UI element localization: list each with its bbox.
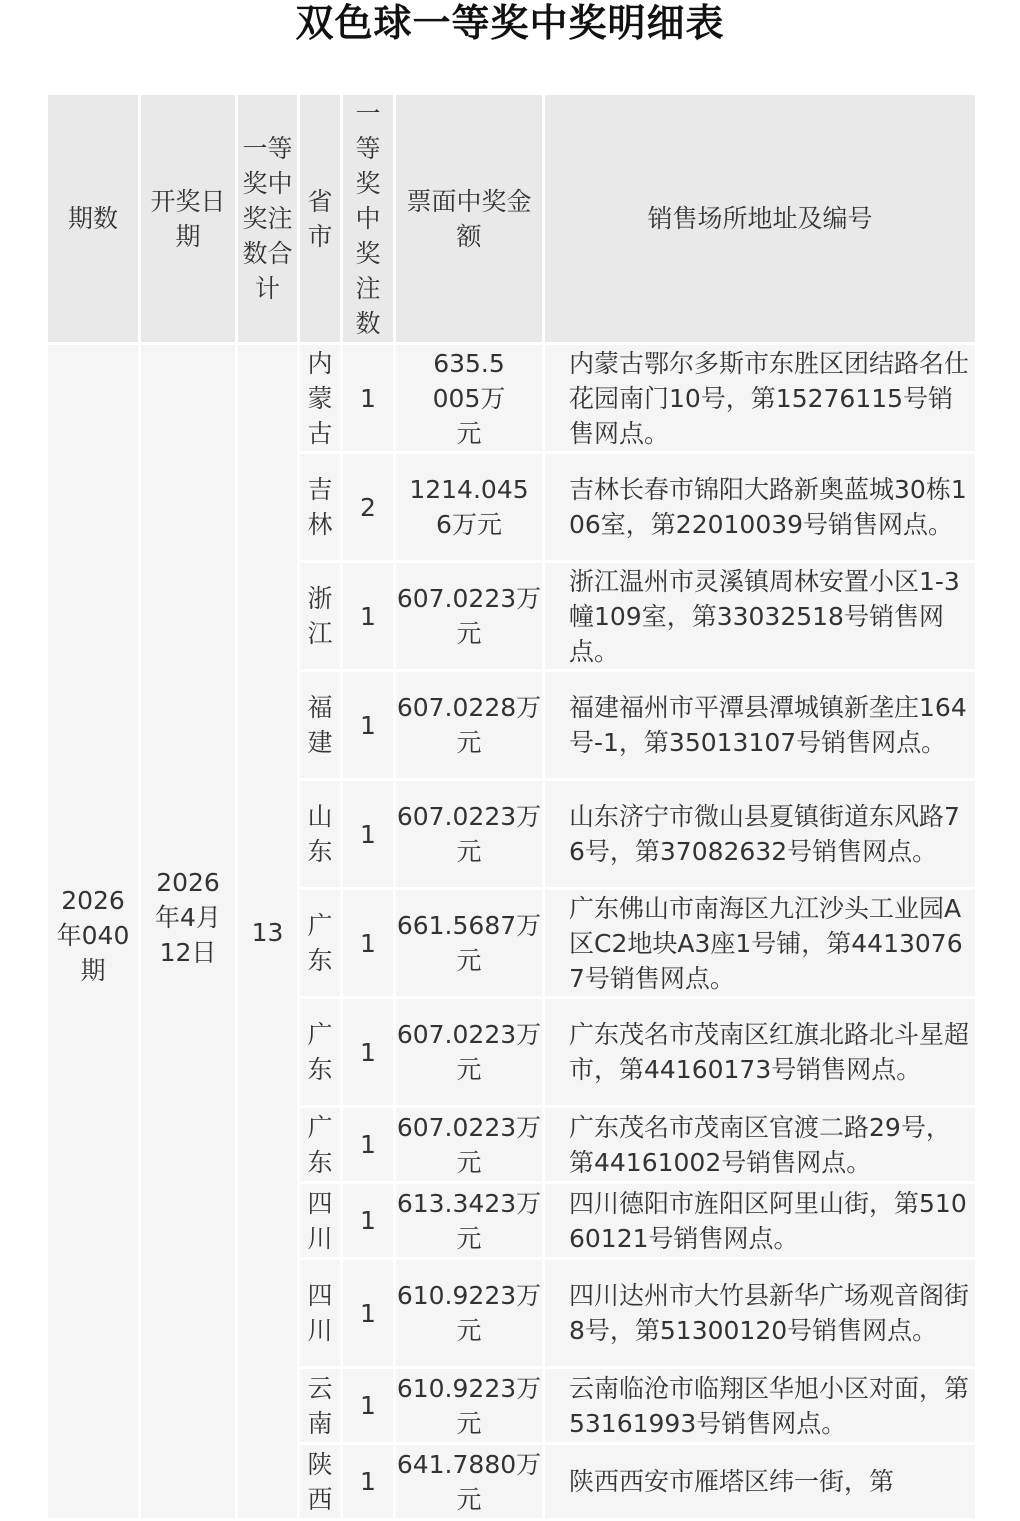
row-amount: 661.5687万元 xyxy=(395,889,544,998)
row-count: 1 xyxy=(342,671,395,780)
row-amount: 607.0223万元 xyxy=(395,562,544,671)
row-count: 1 xyxy=(342,889,395,998)
row-count: 2 xyxy=(342,453,395,562)
row-amount: 607.0228万元 xyxy=(395,671,544,780)
row-province: 陕西 xyxy=(299,1444,342,1520)
header-count: 一等奖中奖注数 xyxy=(342,94,395,344)
row-amount: 613.3423万元 xyxy=(395,1183,544,1259)
row-amount: 607.0223万元 xyxy=(395,998,544,1107)
row-amount: 635.5005万元 xyxy=(395,344,544,453)
header-date: 开奖日期 xyxy=(140,94,237,344)
row-address: 浙江温州市灵溪镇周林安置小区1-3幢109室，第33032518号销售网点。 xyxy=(544,562,977,671)
row-province: 广东 xyxy=(299,998,342,1107)
row-province: 内蒙古 xyxy=(299,344,342,453)
row-address: 山东济宁市微山县夏镇街道东风路76号，第37082632号销售网点。 xyxy=(544,780,977,889)
row-count: 1 xyxy=(342,562,395,671)
header-address: 销售场所地址及编号 xyxy=(544,94,977,344)
row-address: 吉林长春市锦阳大路新奥蓝城30栋106室，第22010039号销售网点。 xyxy=(544,453,977,562)
row-province: 吉林 xyxy=(299,453,342,562)
winners-table xyxy=(45,92,978,1521)
row-address: 福建福州市平潭县潭城镇新垄庄164号-1，第35013107号销售网点。 xyxy=(544,671,977,780)
row-count: 1 xyxy=(342,1259,395,1368)
row-amount: 610.9223万元 xyxy=(395,1259,544,1368)
row-amount: 607.0223万元 xyxy=(395,780,544,889)
header-row xyxy=(47,94,977,344)
row-count: 1 xyxy=(342,780,395,889)
row-province: 浙江 xyxy=(299,562,342,671)
row-amount: 610.9223万元 xyxy=(395,1368,544,1444)
row-province: 云南 xyxy=(299,1368,342,1444)
row-address: 广东佛山市南海区九江沙头工业园A区C2地块A3座1号铺，第44130767号销售网点。 xyxy=(544,889,977,998)
row-province: 四川 xyxy=(299,1259,342,1368)
table-row xyxy=(47,344,977,453)
row-province: 四川 xyxy=(299,1183,342,1259)
row-count: 1 xyxy=(342,344,395,453)
draw-period: 2026年040期 xyxy=(47,344,140,1520)
draw-total: 13 xyxy=(237,344,299,1520)
header-amount: 票面中奖金额 xyxy=(395,94,544,344)
row-address: 四川达州市大竹县新华广场观音阁街8号，第51300120号销售网点。 xyxy=(544,1259,977,1368)
header-period: 期数 xyxy=(47,94,140,344)
row-count: 1 xyxy=(342,998,395,1107)
row-count: 1 xyxy=(342,1107,395,1183)
row-province: 广东 xyxy=(299,889,342,998)
row-address: 陕西西安市雁塔区纬一街，第 xyxy=(544,1444,977,1520)
row-count: 1 xyxy=(342,1444,395,1520)
row-count: 1 xyxy=(342,1183,395,1259)
header-total: 一等奖中奖注数合计 xyxy=(237,94,299,344)
row-amount: 1214.0456万元 xyxy=(395,453,544,562)
header-province: 省市 xyxy=(299,94,342,344)
row-address: 内蒙古鄂尔多斯市东胜区团结路名仕花园南门10号，第15276115号销售网点。 xyxy=(544,344,977,453)
row-address: 四川德阳市旌阳区阿里山街，第51060121号销售网点。 xyxy=(544,1183,977,1259)
row-count: 1 xyxy=(342,1368,395,1444)
row-address: 广东茂名市茂南区官渡二路29号，第44161002号销售网点。 xyxy=(544,1107,977,1183)
row-province: 福建 xyxy=(299,671,342,780)
row-province: 山东 xyxy=(299,780,342,889)
page-title: 双色球一等奖中奖明细表 xyxy=(295,1,725,45)
draw-date: 2026年4月12日 xyxy=(140,344,237,1520)
row-address: 广东茂名市茂南区红旗北路北斗星超市，第44160173号销售网点。 xyxy=(544,998,977,1107)
row-address: 云南临沧市临翔区华旭小区对面，第53161993号销售网点。 xyxy=(544,1368,977,1444)
row-amount: 607.0223万元 xyxy=(395,1107,544,1183)
row-province: 广东 xyxy=(299,1107,342,1183)
row-amount: 641.7880万元 xyxy=(395,1444,544,1520)
